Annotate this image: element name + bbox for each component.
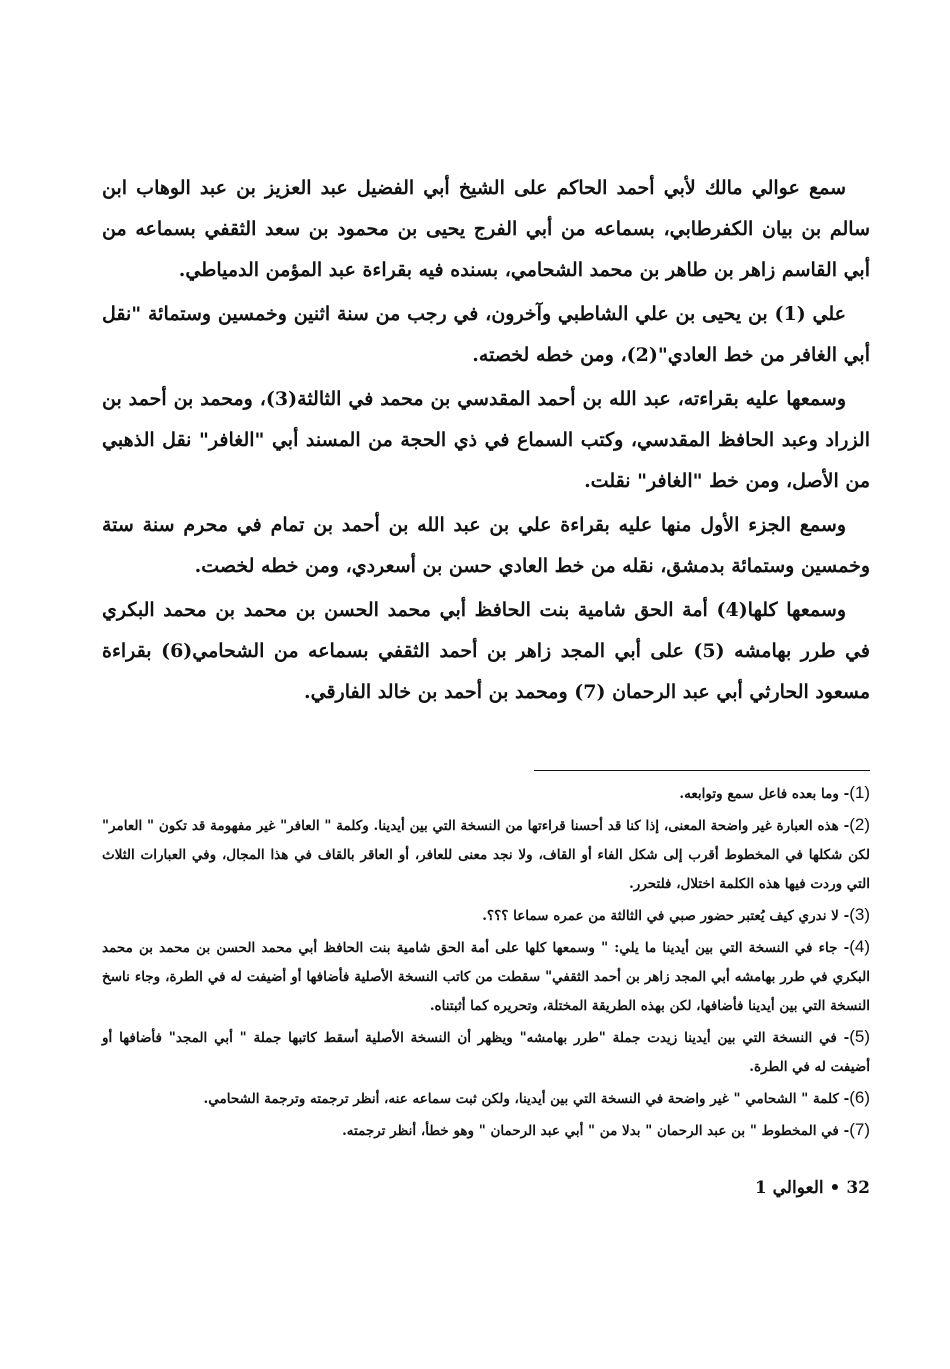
footnote-number: (2) [849,815,870,834]
footnote-text: - كلمة " الشحامي " غير واضحة في النسخة التي بين أيدينا، ولكن ثبت سماعه عنه، أنظر ترجمته وترجمة الشحامي. [203,1091,850,1107]
page-number: 32 [846,1178,870,1198]
footnote-number: (1) [849,783,870,802]
footnotes [102,778,870,1147]
main-text [102,168,870,716]
footnote [102,778,870,809]
footnote [102,932,870,1021]
footnote-text: - لا ندري كيف يُعتبر حضور صبي في الثالثة من عمره سماعا ؟؟؟. [482,908,850,924]
footnote-number: (3) [849,905,870,924]
footnote-text: - هذه العبارة غير واضحة المعنى، إذا كنا قد أحسنا قراءتها من النسخة التي بين أيدينا. وكلمة " العافر" غير مفهومة قد تكون " العامر" لكن شكلها في المخطوط أقرب إلى شكل الفاء أو القاف، ولا نجد معنى للعافر، أو العاقر بالقاف في هذا المجال، وفي العبارات الثلاث التي وردت فيها هذه الكلمة اختلال، فلتحرر. [102,818,870,892]
footnote [102,900,870,931]
footnote [102,810,870,899]
footnote [102,1083,870,1114]
footer-separator: • [829,1178,841,1198]
footnote [102,1115,870,1146]
page-footer [755,1178,870,1198]
footnote-divider [534,770,870,771]
paragraph: وسمعها عليه بقراءته، عبد الله بن أحمد المقدسي بن محمد في الثالثة(3)، ومحمد بن أحمد بن الزراد وعبد الحافظ المقدسي، وكتب السماع في ذي الحجة من المسند أبي "الغافر" نقل الذهبي من الأصل، ومن خط "الغافر" نقلت. [102,388,870,492]
footnote [102,1022,870,1082]
paragraph: وسمعها كلها(4) أمة الحق شامية بنت الحافظ أبي محمد الحسن بن محمد بن محمد البكري في طرر بهامشه (5) على أبي المجد زاهر بن أحمد الثقفي بسماعه من الشحامي(6) بقراءة مسعود الحارثي أبي عبد الرحمان (7) ومحمد بن أحمد بن خالد الفارقي. [102,599,871,703]
footnote-text: - جاء في النسخة التي بين أيدينا ما يلي: " وسمعها كلها على أمة الحق شامية بنت الحافظ أبي محمد الحسن بن محمد بن محمد البكري في طرر بهامشه أبي المجد زاهر بن أحمد الثقفي" سقطت من كاتب النسخة الأصلية فأضافها أو أضيفت له في الطرة، وجاء ناسخ النسخة التي بين أيدينا فأضافها، لكن بهذه الطريقة المختلة، وتحريره كما أثبتناه. [102,940,870,1014]
paragraph: علي (1) بن يحيى بن علي الشاطبي وآخرون، في رجب من سنة اثنين وخمسين وستمائة "نقل أبي الغافر من خط العادي"(2)، ومن خطه لخصته. [102,303,870,366]
footnote-number: (6) [849,1088,870,1107]
running-title: العوالي 1 [754,1178,824,1198]
paragraph: سمع عوالي مالك لأبي أحمد الحاكم على الشيخ أبي الفضيل عبد العزيز بن عبد الوهاب ابن سالم بن بيان الكفرطابي، بسماعه من أبي الفرج يحيى بن محمود بن سعد الثقفي بسماعه من أبي القاسم زاهر بن طاهر بن محمد الشحامي، بسنده فيه بقراءة عبد المؤمن الدمياطي. [102,177,870,281]
footnote-number: (7) [849,1120,870,1139]
footnote-number: (5) [849,1027,870,1046]
footnote-text: - وما بعده فاعل سمع وتوابعه. [679,786,850,802]
footnote-text: - في النسخة التي بين أيدينا زيدت جملة "طرر بهامشه" ويظهر أن النسخة الأصلية أسقط كاتبها جملة " أبي المجد" فأضافها أو أضيفت له في الطرة. [102,1030,870,1075]
footnote-number: (4) [849,937,870,956]
paragraph: وسمع الجزء الأول منها عليه بقراءة علي بن عبد الله بن أحمد بن تمام في محرم سنة ستة وخمسين وستمائة بدمشق، نقله من خط العادي حسن بن أسعردي، ومن خطه لخصت. [102,514,870,577]
footnote-text: - في المخطوط " بن عبد الرحمان " بدلا من " أبي عبد الرحمان " وهو خطأ، أنظر ترجمته. [342,1123,850,1139]
